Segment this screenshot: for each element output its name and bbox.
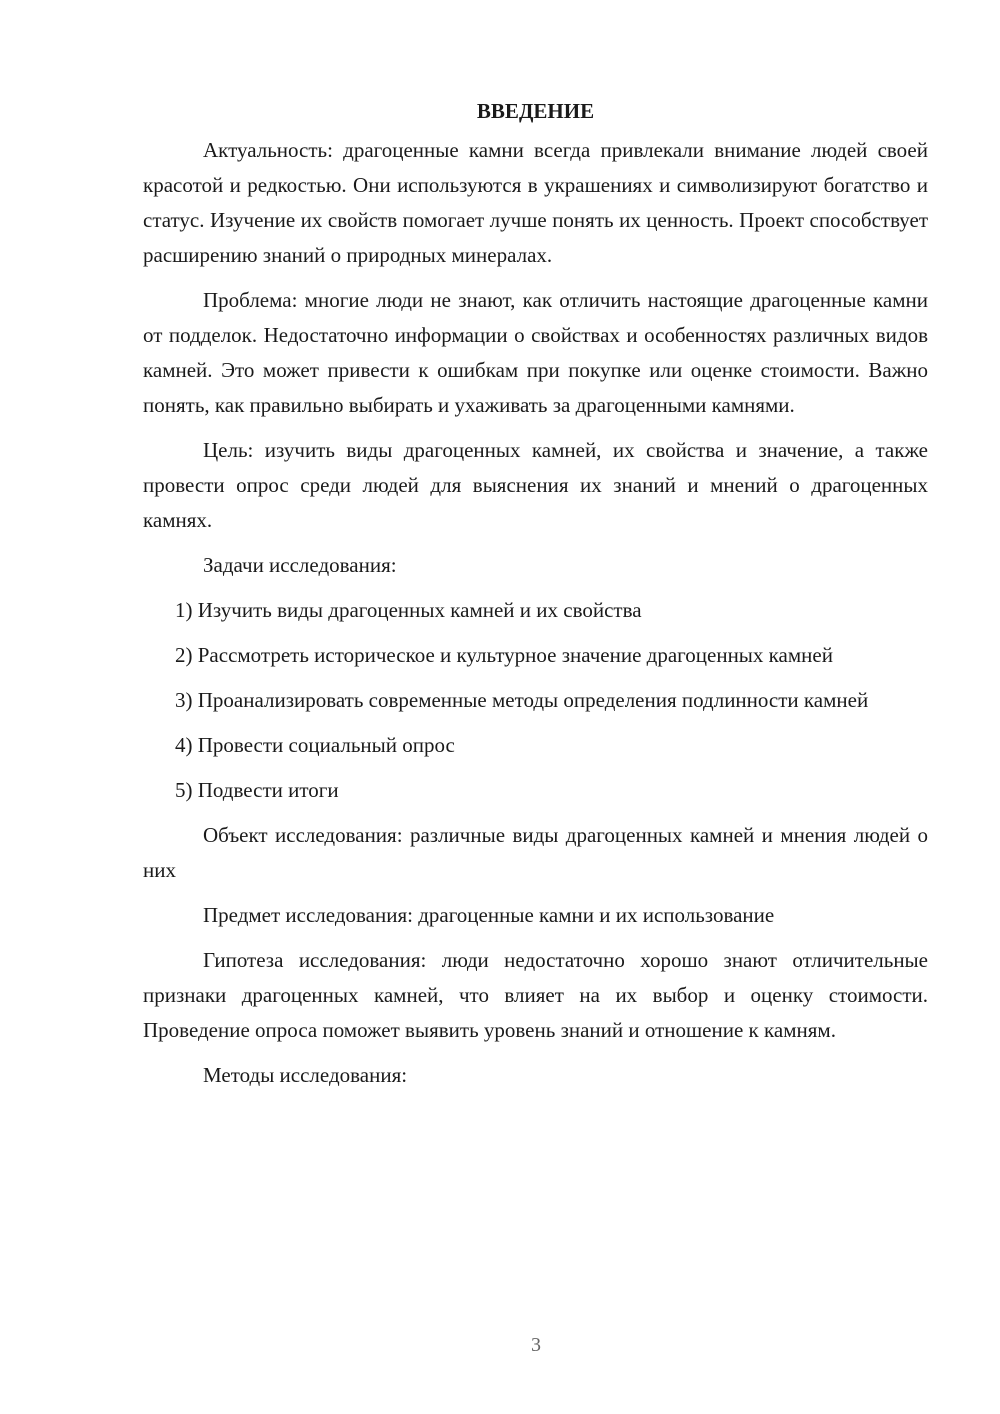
task-item-5: 5) Подвести итоги [175, 778, 339, 802]
hypothesis-paragraph: Гипотеза исследования: люди недостаточно хорошо знают отличительные признаки драгоценных камней, что влияет на их выбор и оценку стоимости. Проведение опроса поможет выявить уровень знаний и отношение к камням. [143, 948, 928, 1042]
section-heading: ВВЕДЕНИЕ [476, 99, 595, 123]
task-item-4: 4) Провести социальный опрос [175, 733, 455, 757]
problem-paragraph: Проблема: многие люди не знают, как отличить настоящие драгоценные камни от подделок. Недостаточно информации о свойствах и особенностях различных видов камней. Это может привести к ошибкам при покупке или оценке стоимости. Важно понять, как правильно выбирать и ухаживать за драгоценными камнями. [143, 288, 928, 417]
methods-title: Методы исследования: [203, 1063, 408, 1087]
task-item-3: 3) Проанализировать современные методы определения подлинности камней [175, 688, 869, 712]
relevance-paragraph: Актуальность: драгоценные камни всегда привлекали внимание людей своей красотой и редкостью. Они используются в украшениях и символизируют богатство и статус. Изучение их свойств помогает лучше понять их ценность. Проект способствует расширению знаний о природных минералах. [143, 138, 928, 267]
page-number: 3 [531, 1334, 541, 1356]
goal-paragraph: Цель: изучить виды драгоценных камней, их свойства и значение, а также провести опрос среди людей для выяснения их знаний и мнений о драгоценных камнях. [143, 438, 928, 532]
object-paragraph: Объект исследования: различные виды драгоценных камней и мнения людей о них [143, 823, 928, 882]
task-item-1: 1) Изучить виды драгоценных камней и их свойства [175, 598, 642, 622]
page-content [143, 98, 928, 1103]
task-item-2: 2) Рассмотреть историческое и культурное значение драгоценных камней [175, 643, 833, 667]
subject-paragraph: Предмет исследования: драгоценные камни и их использование [203, 903, 775, 927]
tasks-title: Задачи исследования: [203, 553, 397, 577]
